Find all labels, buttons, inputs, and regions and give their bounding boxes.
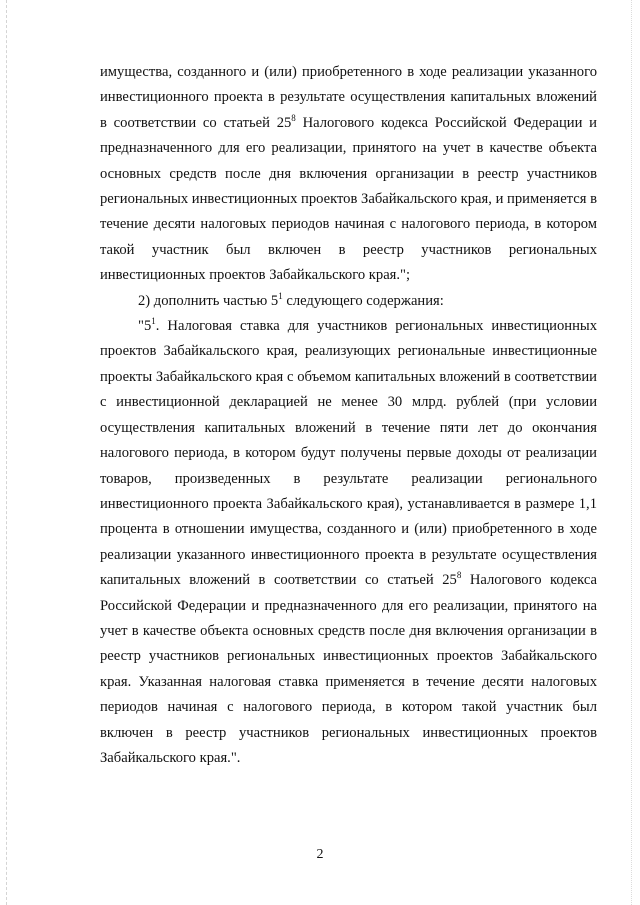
superscript: 1 (278, 290, 283, 301)
scan-edge-left (6, 0, 7, 905)
paragraph-continuation (100, 60, 597, 289)
document-body (100, 60, 597, 771)
text-segment: следующего содержания: (282, 292, 444, 309)
text-segment: имущества, созданного и (или) приобретенного в ходе реализации указанного инвестиционного проекта в результате осуществления капитальных вложений в соответствии со статьей 25 (100, 64, 597, 131)
text-segment: "5 (138, 318, 152, 335)
scan-edge-right (631, 0, 632, 905)
text-segment: . Налоговая ставка для участников региональных инвестиционных проектов Забайкальского края, реализующих региональные инвестиционные проекты Забайкальского края с объемом капитальных вложений в соответствии с инвестиционной декларацией не менее 30 млрд. рублей (при условии осуществления капитальных вложений в течение пяти лет до окончания налогового периода, в котором будут получены первые доходы от реализации товаров, произведенных в результате реализации регионального инвестиционного проекта Забайкальского края), устанавливается в размере 1,1 процента в отношении имущества, созданного и (или) приобретенного в ходе реализации указанного инвестиционного проекта в результате осуществления капитальных вложений в соответствии со статьей 25 (100, 318, 597, 589)
text-segment: Налогового кодекса Российской Федерации и предназначенного для его реализации, принятого на учет в качестве объекта основных средств после дня включения организации в реестр участников региональных инвестиционных проектов Забайкальского края. Указанная налоговая ставка применяется в течение десяти налоговых периодов начиная с налогового периода, в котором такой участник был включен в реестр участников региональных инвестиционных проектов Забайкальского края.". (100, 572, 597, 766)
text-segment: Налогового кодекса Российской Федерации и предназначенного для его реализации, принятого на учет в качестве объекта основных средств после дня включения организации в реестр участников региональных инвестиционных проектов Забайкальского края, и применяется в течение десяти налоговых периодов начиная с налогового периода, в котором такой участник был включен в реестр участников региональных инвестиционных проектов Забайкальского края."; (100, 114, 597, 284)
superscript: 8 (456, 570, 462, 581)
paragraph-part-5-1 (100, 314, 597, 771)
superscript: 1 (151, 316, 156, 327)
superscript: 8 (291, 112, 296, 123)
paragraph-amendment-2 (100, 289, 597, 314)
text-segment: 2) дополнить частью 5 (138, 292, 279, 309)
page-number: 2 (316, 847, 324, 862)
